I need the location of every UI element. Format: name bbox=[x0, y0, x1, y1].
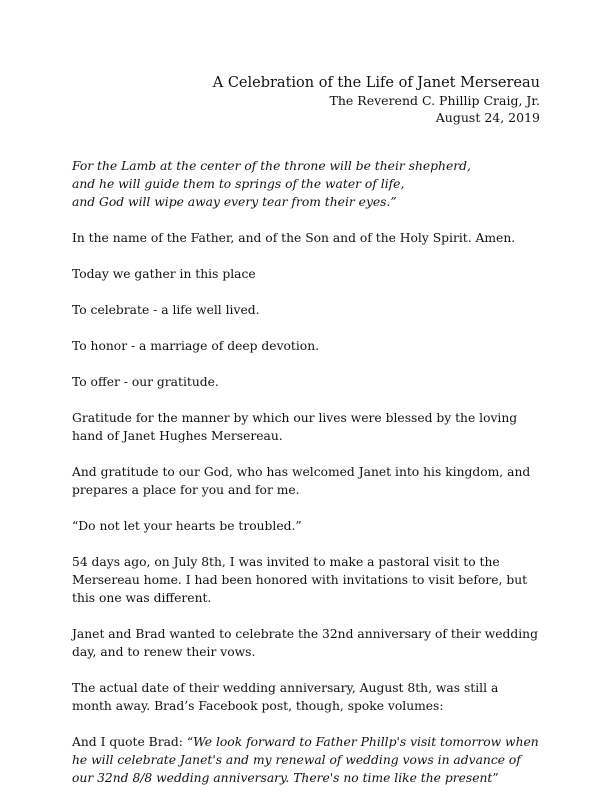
body-paragraph: And gratitude to our God, who has welcomed Janet into his kingdom, and prepares a place for you and for me. bbox=[72, 465, 531, 497]
body-paragraph: 54 days ago, on July 8th, I was invited to make a pastoral visit to the Mersereau home. I had been honored with invitations to visit before, but this one was different. bbox=[72, 555, 528, 605]
body-paragraph: Today we gather in this place bbox=[72, 267, 256, 281]
quote-lead: And I quote Brad: “ bbox=[72, 735, 194, 749]
author-line: The Reverend C. Phillip Craig, Jr. bbox=[329, 93, 540, 108]
document-body bbox=[72, 157, 542, 805]
date-line: August 24, 2019 bbox=[435, 110, 540, 125]
body-paragraph: Gratitude for the manner by which our lives were blessed by the loving hand of Janet Hughes Mersereau. bbox=[72, 411, 518, 443]
body-paragraph: To offer - our gratitude. bbox=[72, 375, 219, 389]
body-paragraph: “Do not let your hearts be troubled.” bbox=[72, 519, 302, 533]
body-paragraph: To celebrate - a life well lived. bbox=[72, 303, 260, 317]
epigraph-line: For the Lamb at the center of the throne will be their shepherd, bbox=[72, 159, 471, 173]
body-paragraph: Janet and Brad wanted to celebrate the 32nd anniversary of their wedding day, and to renew their vows. bbox=[72, 627, 538, 659]
document-title: A Celebration of the Life of Janet Mersereau bbox=[212, 75, 540, 91]
facebook-quote: We look forward to Father Phillp's visit tomorrow when he will celebrate Janet's and my renewal of wedding vows in advance of our 32nd 8/8 wedding anniversary. There's no time like the present bbox=[72, 735, 539, 785]
body-paragraph: The actual date of their wedding anniversary, August 8th, was still a month away. Brad’s Facebook post, though, spoke volumes: bbox=[72, 681, 499, 713]
body-paragraph: To honor - a marriage of deep devotion. bbox=[72, 339, 320, 353]
epigraph-line: and he will guide them to springs of the water of life, bbox=[72, 177, 405, 191]
epigraph-line: and God will wipe away every tear from their eyes.” bbox=[72, 195, 397, 209]
document-header bbox=[213, 74, 540, 126]
epigraph bbox=[72, 157, 542, 211]
quote-close: ” bbox=[492, 771, 499, 785]
quote-paragraph bbox=[72, 733, 542, 787]
body-paragraph: In the name of the Father, and of the Son and of the Holy Spirit. Amen. bbox=[72, 231, 516, 245]
